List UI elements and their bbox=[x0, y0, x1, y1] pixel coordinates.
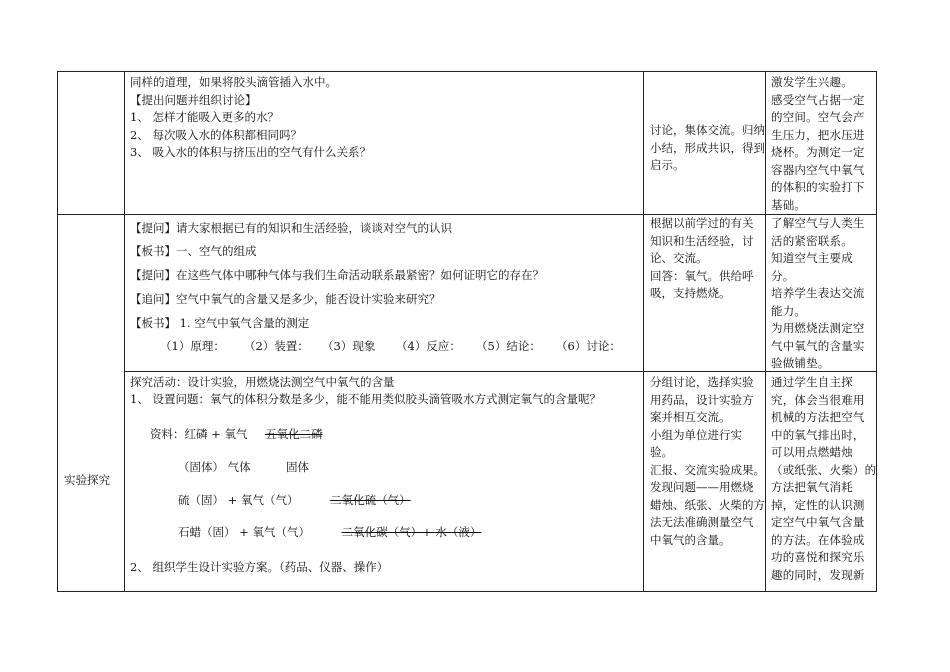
row1-content bbox=[130, 74, 371, 162]
state-labels: 固体 bbox=[286, 460, 309, 474]
student-line: 中氧气的含量。 bbox=[650, 532, 731, 547]
student-line: 论、交流。 bbox=[650, 251, 708, 265]
intent-line: 方法把氧气消耗 bbox=[771, 480, 853, 494]
student-line: 启示。 bbox=[650, 158, 685, 172]
intent-line: 究，体会当很难用 bbox=[771, 392, 865, 407]
student-line: 法无法准确测量空气 bbox=[650, 515, 754, 529]
intent-line: 了解空气与人类生 bbox=[771, 216, 865, 230]
student-line: 小组为单位进行实 bbox=[650, 427, 742, 442]
row1-design-intent bbox=[771, 74, 865, 214]
step-label: （3）现象 bbox=[322, 339, 376, 353]
row-divider-1 bbox=[57, 214, 877, 215]
table-bottom-border bbox=[57, 591, 877, 592]
intent-line: 激发学生兴趣。 bbox=[771, 75, 853, 89]
reaction-equation-2 bbox=[178, 492, 411, 509]
step-label: （4）反应： bbox=[396, 339, 461, 353]
intent-line: （或纸张、火柴）的 bbox=[771, 462, 877, 477]
table-left-border bbox=[57, 71, 58, 592]
intent-line: 培养学生表达交流 bbox=[771, 286, 865, 300]
content-line: 2、 组织学生设计实验方案。（药品、仪器、操作） bbox=[130, 560, 389, 574]
table-top-border bbox=[57, 71, 877, 72]
step-label: （6）讨论： bbox=[556, 339, 621, 353]
content-line: 【板书】一、空气的组成 bbox=[130, 244, 257, 258]
reaction-equation-1 bbox=[150, 426, 323, 443]
content-line: 探究活动：设计实验，用燃烧法测空气中氧气的含量 bbox=[130, 375, 395, 389]
reactants: 资料：红磷 + 氧气 bbox=[150, 427, 248, 441]
content-line: 同样的道理，如果将胶头滴管插入水中。 bbox=[130, 75, 337, 89]
intent-line: 功的喜悦和探究乐 bbox=[771, 550, 865, 564]
intent-line: 中的氧气排出时， bbox=[771, 427, 865, 442]
intent-line: 的方法。在体验成 bbox=[771, 532, 865, 547]
intent-line: 烧杯。为测定一定 bbox=[771, 145, 865, 159]
intent-line: 的空间。空气会产 bbox=[771, 110, 865, 124]
intent-line: 感受空气占据一定 bbox=[771, 92, 865, 107]
content-line: 1、 怎样才能吸入更多的水？ bbox=[130, 110, 279, 124]
column-divider-2 bbox=[643, 71, 644, 592]
reaction-equation-3 bbox=[178, 524, 481, 541]
product: 二氧化碳（气）+ 水（液） bbox=[341, 525, 482, 539]
content-line: 1、 设置问题：氧气的体积分数是多少，能不能用类似胶头滴管吸水方式测定氧气的含量呢？ bbox=[130, 392, 601, 406]
section-label: 实验探究 bbox=[64, 473, 110, 487]
reactants: 硫（固） + 氧气（气） bbox=[178, 493, 299, 507]
intent-line: 机械的方法把空气 bbox=[771, 410, 865, 424]
student-line: 回答：氧气。供给呼 bbox=[650, 268, 754, 283]
intent-line: 的体积的实验打下 bbox=[771, 180, 865, 194]
content-line: 3、 吸入水的体积与挤压出的空气有什么关系？ bbox=[130, 145, 371, 159]
student-line: 汇报、交流实验成果。 bbox=[650, 462, 765, 477]
step-label: （1）原理： bbox=[160, 339, 225, 353]
content-line: 【板书】 1. 空气中氧气含量的测定 bbox=[130, 316, 310, 330]
step-label: （5）结论： bbox=[476, 339, 541, 353]
state-labels: （固体） 气体 bbox=[178, 460, 251, 474]
intent-line: 分。 bbox=[771, 268, 795, 283]
student-line: 发现问题——用燃烧 bbox=[650, 480, 754, 494]
row2-design-intent bbox=[771, 215, 865, 373]
student-line: 知识和生活经验，讨 bbox=[650, 233, 754, 248]
intent-line: 通过学生自主探 bbox=[771, 375, 853, 389]
student-line: 讨论，集体交流。归纳 bbox=[650, 123, 765, 137]
intent-line: 掉，定性的认识测 bbox=[771, 497, 865, 512]
row3-student-activity bbox=[650, 374, 765, 549]
intent-line: 基础。 bbox=[771, 197, 807, 212]
intent-line: 验做铺垫。 bbox=[771, 356, 830, 370]
student-line: 案并相互交流。 bbox=[650, 410, 731, 424]
student-line: 根据以前学过的有关 bbox=[650, 216, 754, 230]
intent-line: 活的紧密联系。 bbox=[771, 233, 853, 248]
student-line: 用药品，设计实验方 bbox=[650, 392, 754, 407]
reactants: 石蜡（固） + 氧气（气） bbox=[178, 525, 310, 539]
product: 五氧化二磷 bbox=[265, 427, 323, 441]
student-line: 分组讨论，选择实验 bbox=[650, 375, 754, 389]
intent-line: 知道空气主要成 bbox=[771, 251, 853, 265]
content-line: 【提问】在这些气体中哪种气体与我们生命活动联系最紧密？如何证明它的存在？ bbox=[130, 268, 544, 282]
intent-line: 可以用点燃蜡烛 bbox=[771, 445, 853, 459]
column-divider-3 bbox=[765, 71, 766, 592]
intent-line: 生压力，把水压进 bbox=[771, 127, 865, 142]
student-line: 小结，形成共识，得到 bbox=[650, 140, 765, 155]
content-line: 【提出问题并组织讨论】 bbox=[130, 92, 257, 107]
student-line: 蜡烛、纸张、火柴的方 bbox=[650, 497, 765, 512]
product: 二氧化硫（气） bbox=[330, 493, 411, 507]
content-line: 2、 每次吸入水的体积都相同吗？ bbox=[130, 127, 302, 142]
column-divider-1 bbox=[124, 71, 125, 592]
intent-line: 容器内空气中氧气 bbox=[771, 162, 865, 177]
intent-line: 为用燃烧法测定空 bbox=[771, 321, 865, 335]
content-line: 【追问】空气中氧气的含量又是多少，能否设计实验来研究？ bbox=[130, 292, 441, 306]
student-line: 吸，支持燃烧。 bbox=[650, 286, 731, 300]
intent-line: 能力。 bbox=[771, 303, 807, 318]
intent-line: 气中氧气的含量实 bbox=[771, 338, 865, 353]
row2-student-activity bbox=[650, 215, 754, 303]
row3-design-intent bbox=[771, 374, 876, 584]
intent-line: 定空气中氧气含量 bbox=[771, 515, 865, 529]
row1-student-activity bbox=[650, 122, 765, 175]
step-label: （2）装置： bbox=[244, 339, 309, 353]
student-line: 验。 bbox=[650, 445, 673, 459]
intent-line: 趣的同时，发现新 bbox=[771, 567, 865, 582]
content-line: 【提问】请大家根据已有的知识和生活经验，谈谈对空气的认识 bbox=[130, 221, 452, 235]
